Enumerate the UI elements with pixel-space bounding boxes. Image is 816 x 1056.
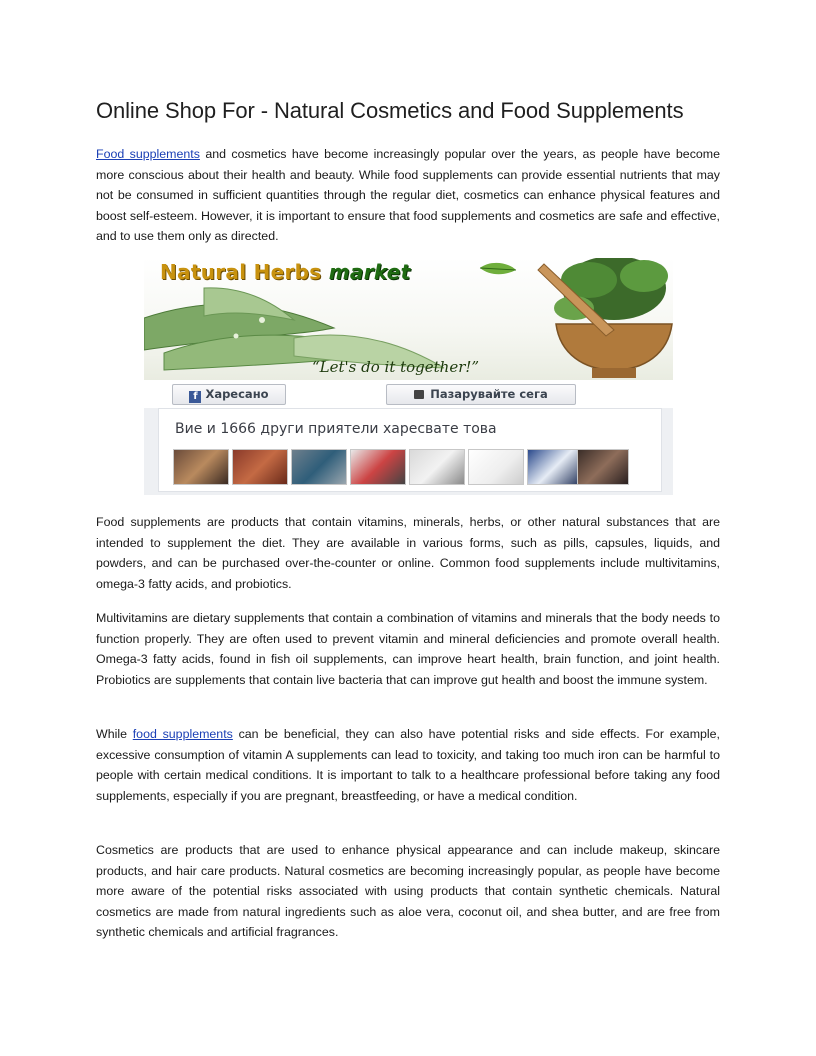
brand-logo-text — [160, 260, 410, 284]
brand-market-part: market — [328, 260, 411, 284]
facebook-likes-box — [158, 408, 662, 492]
risks-paragraph — [96, 724, 720, 806]
shop-now-button[interactable] — [386, 384, 576, 405]
friend-avatar[interactable] — [577, 449, 629, 485]
banner-hero-image — [144, 258, 673, 380]
like-button-label: Харесано — [205, 387, 269, 401]
friend-avatar[interactable] — [173, 449, 229, 485]
document-page — [96, 96, 721, 939]
friend-avatar[interactable] — [291, 449, 347, 485]
natural-herbs-market-banner[interactable] — [144, 258, 673, 495]
intro-paragraph-text: and cosmetics have become increasingly popular over the years, as people have become more conscious about their health and beauty. While food supplements can provide essential nutrients that may not be consumed in sufficient quantities through the regular diet, cosmetics can enhance physical features and boost self-esteem. However, it is important to ensure that food supplements and cosmetics are safe and effective, and to use them only as directed. — [96, 147, 720, 243]
banner-tagline: “Let's do it together!” — [312, 358, 480, 376]
food-supplements-link[interactable]: Food supplements — [96, 147, 200, 161]
multivitamins-paragraph: Multivitamins are dietary supplements that contain a combination of vitamins and minerals that the body needs to function properly. They are often used to prevent vitamin and mineral deficiencies and promote overall health. Omega-3 fatty acids, found in fish oil supplements, can improve heart health, brain function, and joint health. Probiotics are supplements that contain live bacteria that can improve gut health and boost the immune system. — [96, 611, 720, 687]
food-supplements-link-2[interactable]: food supplements — [132, 727, 233, 741]
friend-avatar[interactable] — [350, 449, 406, 485]
likes-count-text: Вие и 1666 други приятели харесвате това — [175, 421, 497, 437]
shop-now-button-label: Пазарувайте сега — [430, 387, 548, 401]
facebook-icon: f — [189, 391, 201, 403]
food-supplements-paragraph: Food supplements are products that contain vitamins, minerals, herbs, or other natural substances that are intended to supplement the diet. They are available in various forms, such as pills, capsules, liquids, and powders, and can be purchased over-the-counter or online. Common food supplements include multivitamins, omega-3 fatty acids, and probiotics. — [96, 515, 720, 591]
friend-avatar[interactable] — [409, 449, 465, 485]
friend-avatar[interactable] — [527, 449, 583, 485]
like-button[interactable] — [172, 384, 286, 405]
friend-avatar[interactable] — [232, 449, 288, 485]
friend-avatar[interactable] — [468, 449, 524, 485]
risks-paragraph-text: can be beneficial, they can also have potential risks and side effects. For example, excessive consumption of vitamin A supplements can lead to toxicity, and taking too much iron can be harmful to people with certain medical conditions. It is important to talk to a healthcare professional before taking any food supplements, especially if you are pregnant, breastfeeding, or have a medical condition. — [96, 727, 721, 803]
facebook-action-row — [144, 380, 673, 408]
intro-paragraph — [96, 144, 720, 247]
page-title: Online Shop For - Natural Cosmetics and Food Supplements — [96, 98, 684, 123]
cosmetics-paragraph: Cosmetics are products that are used to enhance physical appearance and can include makeup, skincare products, and hair care products. Natural cosmetics are becoming increasingly popular, as people have become more aware of the potential risks associated with using products that contain synthetic chemicals. Natural cosmetics are made from natural ingredients such as aloe vera, coconut oil, and shea butter, and are free from synthetic chemicals and artificial fragrances. — [96, 843, 720, 939]
brand-name-part: Natural Herbs — [160, 260, 329, 284]
shopping-bag-icon — [414, 390, 424, 399]
risks-paragraph-lead: While — [96, 727, 133, 741]
